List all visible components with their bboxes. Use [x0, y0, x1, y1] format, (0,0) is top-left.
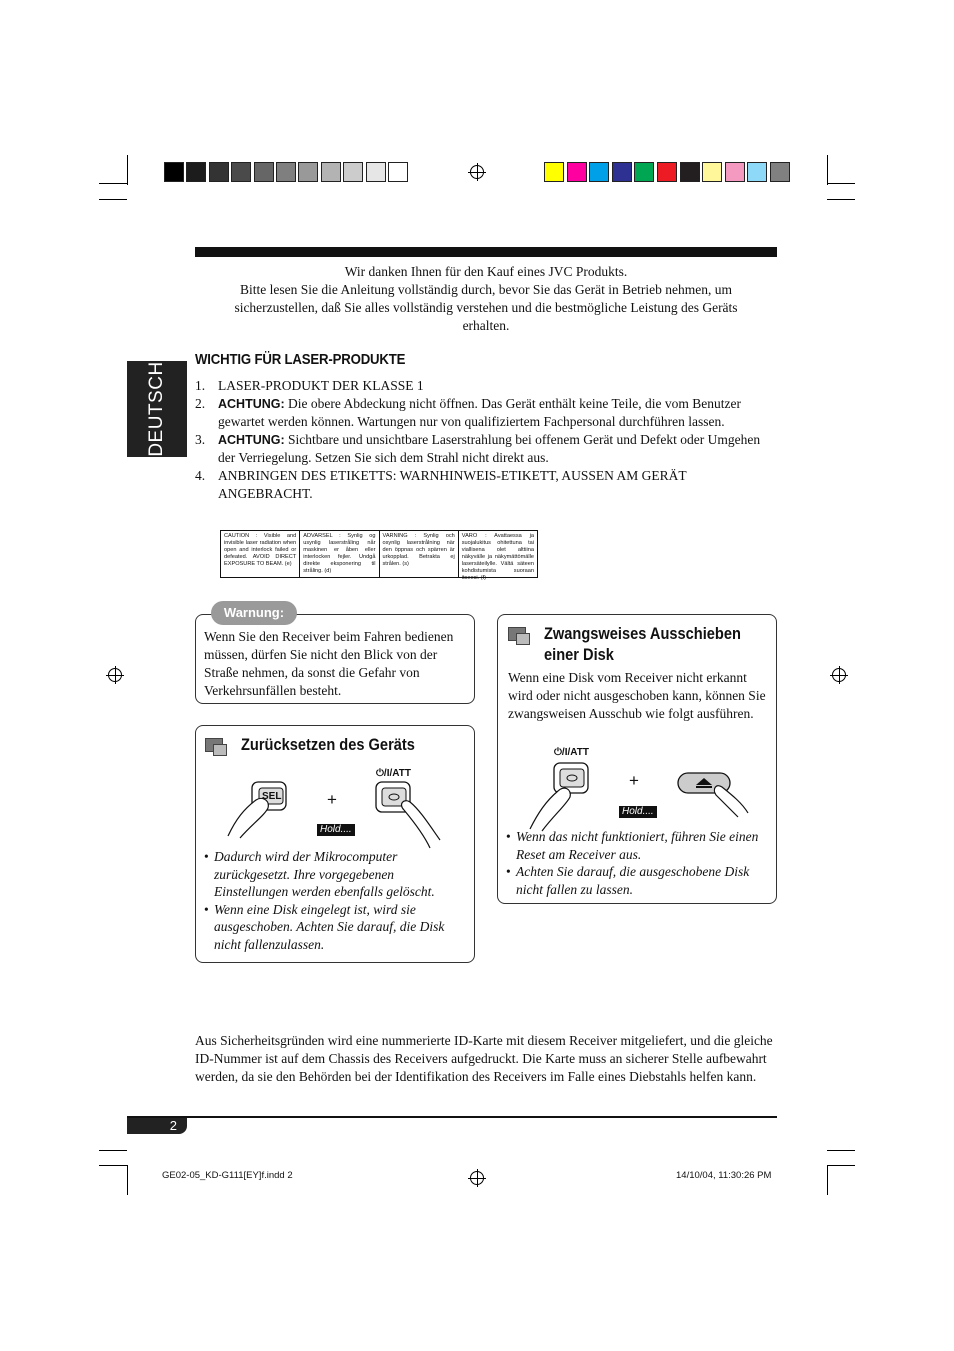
- hold-indicator: Hold....: [619, 806, 657, 818]
- crop-mark: [99, 1150, 127, 1151]
- color-swatch: [657, 162, 677, 182]
- label-cell-english: CAUTION : Visible and invisible laser radiation when open and interlock failed or defeated. AVOID DIRECT EXPOSURE TO BEAM. (e): [221, 531, 300, 577]
- crop-mark: [827, 199, 855, 200]
- label-cell-danish: ADVARSEL : Synlig og usynlig laserstråling når maskinen er åben eller interlocken fejler. Undgå direkte eksponering til stråling. (d): [300, 531, 379, 577]
- plus-sign: +: [327, 790, 337, 809]
- color-swatch: [366, 162, 386, 182]
- color-swatch: [747, 162, 767, 182]
- section-icon: [508, 627, 526, 641]
- color-swatch: [589, 162, 609, 182]
- color-swatch: [680, 162, 700, 182]
- registration-mark-icon: [108, 668, 122, 682]
- eject-intro-text: Wenn eine Disk vom Receiver nicht erkannt wird oder nicht ausgeschoben kann, können Sie zwangsweisen Ausschub wie folgt ausführen.: [508, 670, 766, 721]
- color-swatch: [612, 162, 632, 182]
- crop-mark: [99, 1165, 127, 1166]
- crop-mark: [99, 183, 127, 184]
- eject-section: [497, 614, 777, 904]
- crop-mark: [827, 1150, 855, 1151]
- color-swatch: [254, 162, 274, 182]
- color-swatch: [231, 162, 251, 182]
- section-icon: [205, 738, 223, 752]
- color-swatch: [725, 162, 745, 182]
- color-swatch: [634, 162, 654, 182]
- crop-mark: [827, 1165, 828, 1195]
- color-swatch: [343, 162, 363, 182]
- language-tab-label: DEUTSCH: [146, 361, 167, 457]
- laser-list: [195, 377, 780, 502]
- page-number: 2: [127, 1118, 187, 1134]
- sel-button-label: SEL: [262, 791, 282, 802]
- plus-sign: +: [629, 771, 639, 790]
- registration-mark-icon: [470, 165, 484, 179]
- footer-timestamp: 14/10/04, 11:30:26 PM: [676, 1170, 772, 1181]
- power-button-illustration: [528, 761, 598, 831]
- id-card-note: Aus Sicherheitsgründen wird eine nummerierte ID-Karte mit diesem Receiver mitgeliefert, und die gleiche ID-Nummer ist auf dem Chassis des Receivers aufgedruckt. Die Karte muss an sicherer Stelle aufbewahrt werden, da sie den Behörden bei der Identifikation des Receivers im Falle eines Diebstahls helfen kann.: [195, 1033, 773, 1084]
- crop-mark: [127, 155, 128, 185]
- laser-warning-label: [220, 530, 538, 581]
- color-swatch: [702, 162, 722, 182]
- eject-title: Zwangsweises Ausschieben einer Disk: [544, 624, 741, 664]
- warning-pill: Warnung:: [211, 601, 297, 625]
- label-cell-swedish: VARNING : Synlig och osynlig laserstrålning när den öppnas och spärren är urkopplad. Betrakta ej strålen. (s): [380, 531, 459, 577]
- color-swatch: [544, 162, 564, 182]
- footer-file-info: GE02-05_KD-G111[EY]f.indd 2: [162, 1170, 293, 1181]
- eject-button-illustration: [676, 767, 752, 817]
- crop-mark: [827, 183, 855, 184]
- laser-heading: WICHTIG FÜR LASER-PRODUKTE: [195, 351, 406, 368]
- list-item: • Wenn eine Disk eingelegt ist, wird sie ausgeschoben. Achten Sie darauf, die Disk nicht fallenzulassen.: [204, 901, 466, 954]
- color-swatch: [164, 162, 184, 182]
- crop-mark: [827, 155, 828, 185]
- list-item: 4. ANBRINGEN DES ETIKETTS: WARNHINWEIS-ETIKETT, AUSSEN AM GERÄT ANGEBRACHT.: [195, 467, 687, 501]
- color-swatch: [276, 162, 296, 182]
- color-swatch: [388, 162, 408, 182]
- reset-title: Zurücksetzen des Geräts: [241, 735, 415, 754]
- power-button-label: ⏻/I/ATT: [376, 768, 411, 779]
- list-item: 3. ACHTUNG: Sichtbare und unsichtbare Laserstrahlung bei offenem Gerät und Defekt oder Umgehen der Verriegelung. Setzen Sie sich dem Strahl nicht direkt aus.: [195, 431, 761, 466]
- top-rule: [195, 247, 777, 257]
- color-swatch: [770, 162, 790, 182]
- warning-text: Wenn Sie den Receiver beim Fahren bedienen müssen, dürfen Sie nicht den Blick von der Straße nehmen, da sonst die Gefahr von Verkehrsunfällen besteht.: [204, 629, 454, 698]
- power-button-illustration: [374, 780, 446, 850]
- registration-mark-icon: [470, 1171, 484, 1185]
- eject-notes: [506, 828, 768, 898]
- bottom-rule: [127, 1116, 777, 1118]
- sel-button-illustration: [226, 774, 296, 839]
- power-button-label: ⏻/I/ATT: [554, 747, 589, 758]
- crop-mark: [127, 1165, 128, 1195]
- intro-line-2: Bitte lesen Sie die Anleitung vollständig durch, bevor Sie das Gerät in Betrieb nehmen, um sicherzustellen, daß Sie alles vollständig verstehen und die bestmögliche Leistung des Geräts erhalten.: [234, 282, 738, 333]
- registration-mark-icon: [832, 668, 846, 682]
- list-item: • Achten Sie darauf, die ausgeschobene Disk nicht fallen zu lassen.: [506, 863, 768, 898]
- list-item: • Dadurch wird der Mikrocomputer zurückgesetzt. Ihre vorgegebenen Einstellungen werden ebenfalls gelöscht.: [204, 848, 466, 901]
- list-item: 1. LASER-PRODUKT DER KLASSE 1: [195, 378, 424, 393]
- list-item: • Wenn das nicht funktioniert, führen Sie einen Reset am Receiver aus.: [506, 828, 768, 863]
- color-swatch: [209, 162, 229, 182]
- reset-notes: [204, 848, 466, 954]
- color-swatch: [186, 162, 206, 182]
- color-swatch: [321, 162, 341, 182]
- label-cell-finnish: VARO : Avattaessa ja suojalukitus ohitettuna tai viallisena olet alttiina näkyvälle ja näkymättömälle lasersäteilylle. Vältä säteen kohdistumista suoraan itseesi. (f): [461, 533, 534, 581]
- language-tab: [127, 361, 187, 457]
- intro-text: [195, 263, 777, 335]
- crop-mark: [827, 1165, 855, 1166]
- list-item: 2. ACHTUNG: Die obere Abdeckung nicht öffnen. Das Gerät enthält keine Teile, die vom Benutzer gewartet werden können. Wartungen nur von qualifiziertem Fachpersonal durchführen lassen.: [195, 395, 741, 430]
- color-swatch: [298, 162, 318, 182]
- crop-mark: [99, 199, 127, 200]
- hold-indicator: Hold....: [317, 824, 355, 836]
- intro-line-1: Wir danken Ihnen für den Kauf eines JVC Produkts.: [344, 264, 628, 279]
- color-swatch: [567, 162, 587, 182]
- reset-section: [195, 725, 475, 963]
